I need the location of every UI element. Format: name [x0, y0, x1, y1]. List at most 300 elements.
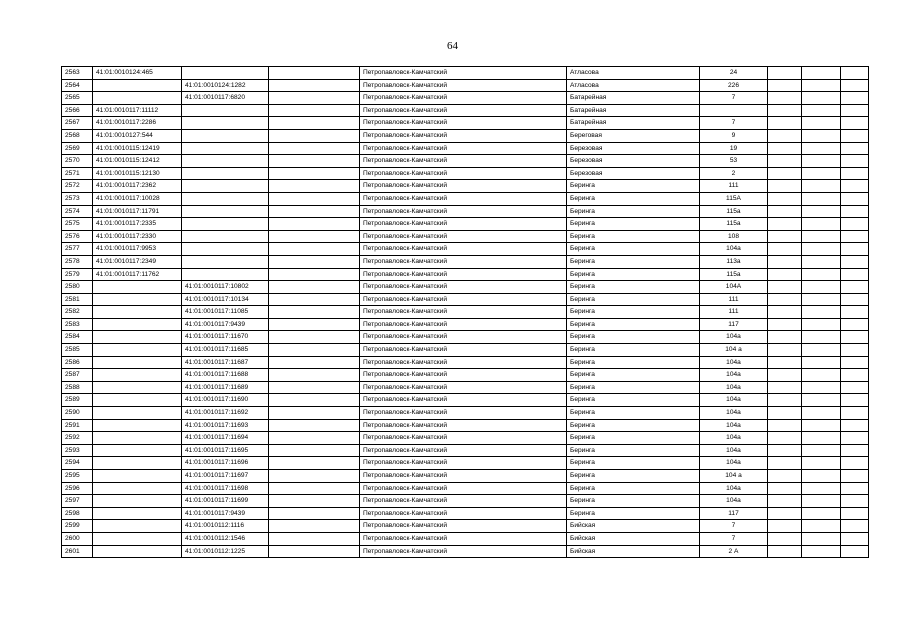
cadastral-number-alt-cell: 41:01:0010117:11689 — [182, 381, 269, 394]
street-cell: Бийская — [567, 520, 700, 533]
empty-cell — [768, 381, 802, 394]
empty-cell — [841, 92, 869, 105]
row-number-cell: 2592 — [62, 432, 93, 445]
address-registry-table — [61, 66, 869, 558]
row-number-cell: 2567 — [62, 117, 93, 130]
row-number-cell: 2563 — [62, 67, 93, 80]
row-number-cell: 2595 — [62, 470, 93, 483]
row-number-cell: 2598 — [62, 507, 93, 520]
empty-cell — [802, 532, 841, 545]
empty-cell — [802, 331, 841, 344]
empty-cell — [802, 356, 841, 369]
street-cell: Беринга — [567, 356, 700, 369]
row-number-cell: 2585 — [62, 344, 93, 357]
cadastral-number-cell — [93, 394, 182, 407]
street-cell: Атласова — [567, 67, 700, 80]
empty-cell — [269, 167, 360, 180]
empty-cell — [802, 67, 841, 80]
cadastral-number-cell — [93, 79, 182, 92]
empty-cell — [841, 255, 869, 268]
empty-cell — [269, 104, 360, 117]
empty-cell — [768, 205, 802, 218]
table-row — [62, 407, 869, 420]
cadastral-number-cell — [93, 293, 182, 306]
empty-cell — [269, 331, 360, 344]
street-cell: Беринга — [567, 407, 700, 420]
empty-cell — [841, 495, 869, 508]
street-cell: Беринга — [567, 482, 700, 495]
row-number-cell: 2600 — [62, 532, 93, 545]
city-cell: Петропавловск-Камчатский — [360, 218, 567, 231]
table-row — [62, 318, 869, 331]
street-cell: Беринга — [567, 230, 700, 243]
street-cell: Беринга — [567, 470, 700, 483]
empty-cell — [768, 230, 802, 243]
cadastral-number-cell — [93, 344, 182, 357]
house-number-cell: 104а — [700, 419, 768, 432]
empty-cell — [841, 344, 869, 357]
empty-cell — [269, 180, 360, 193]
street-cell: Беринга — [567, 394, 700, 407]
row-number-cell: 2573 — [62, 192, 93, 205]
table-row — [62, 444, 869, 457]
cadastral-number-alt-cell — [182, 243, 269, 256]
cadastral-number-cell: 41:01:0010117:11791 — [93, 205, 182, 218]
cadastral-number-alt-cell: 41:01:0010117:11697 — [182, 470, 269, 483]
empty-cell — [269, 532, 360, 545]
empty-cell — [802, 495, 841, 508]
table-row — [62, 532, 869, 545]
table-row — [62, 230, 869, 243]
house-number-cell: 104 а — [700, 344, 768, 357]
house-number-cell: 104 а — [700, 470, 768, 483]
empty-cell — [269, 255, 360, 268]
street-cell: Беринга — [567, 192, 700, 205]
cadastral-number-alt-cell — [182, 218, 269, 231]
street-cell: Атласова — [567, 79, 700, 92]
city-cell: Петропавловск-Камчатский — [360, 444, 567, 457]
cadastral-number-cell: 41:01:0010127:544 — [93, 129, 182, 142]
empty-cell — [768, 104, 802, 117]
row-number-cell: 2599 — [62, 520, 93, 533]
street-cell: Береговая — [567, 129, 700, 142]
empty-cell — [269, 394, 360, 407]
street-cell: Бийская — [567, 532, 700, 545]
empty-cell — [269, 155, 360, 168]
empty-cell — [802, 142, 841, 155]
empty-cell — [768, 155, 802, 168]
city-cell: Петропавловск-Камчатский — [360, 369, 567, 382]
empty-cell — [768, 142, 802, 155]
city-cell: Петропавловск-Камчатский — [360, 432, 567, 445]
empty-cell — [802, 520, 841, 533]
empty-cell — [841, 180, 869, 193]
empty-cell — [802, 243, 841, 256]
cadastral-number-alt-cell: 41:01:0010117:11693 — [182, 419, 269, 432]
row-number-cell: 2566 — [62, 104, 93, 117]
city-cell: Петропавловск-Камчатский — [360, 520, 567, 533]
street-cell: Березовая — [567, 155, 700, 168]
city-cell: Петропавловск-Камчатский — [360, 104, 567, 117]
cadastral-number-cell — [93, 318, 182, 331]
empty-cell — [802, 381, 841, 394]
empty-cell — [802, 255, 841, 268]
empty-cell — [768, 444, 802, 457]
street-cell: Беринга — [567, 369, 700, 382]
cadastral-number-alt-cell: 41:01:0010112:1116 — [182, 520, 269, 533]
cadastral-number-cell: 41:01:0010115:12412 — [93, 155, 182, 168]
row-number-cell: 2578 — [62, 255, 93, 268]
row-number-cell: 2601 — [62, 545, 93, 558]
empty-cell — [802, 306, 841, 319]
empty-cell — [269, 545, 360, 558]
empty-cell — [841, 432, 869, 445]
empty-cell — [841, 369, 869, 382]
city-cell: Петропавловск-Камчатский — [360, 268, 567, 281]
empty-cell — [269, 67, 360, 80]
empty-cell — [841, 419, 869, 432]
cadastral-number-alt-cell: 41:01:0010112:1546 — [182, 532, 269, 545]
cadastral-number-alt-cell: 41:01:0010117:11688 — [182, 369, 269, 382]
empty-cell — [768, 356, 802, 369]
city-cell: Петропавловск-Камчатский — [360, 117, 567, 130]
empty-cell — [269, 243, 360, 256]
table-row — [62, 243, 869, 256]
cadastral-number-cell — [93, 444, 182, 457]
empty-cell — [841, 356, 869, 369]
empty-cell — [269, 381, 360, 394]
street-cell: Беринга — [567, 255, 700, 268]
table-row — [62, 432, 869, 445]
table-row — [62, 155, 869, 168]
empty-cell — [768, 167, 802, 180]
row-number-cell: 2597 — [62, 495, 93, 508]
row-number-cell: 2565 — [62, 92, 93, 105]
empty-cell — [802, 470, 841, 483]
empty-cell — [768, 432, 802, 445]
cadastral-number-alt-cell — [182, 205, 269, 218]
empty-cell — [802, 117, 841, 130]
empty-cell — [269, 482, 360, 495]
table-row — [62, 255, 869, 268]
cadastral-number-cell — [93, 495, 182, 508]
house-number-cell: 117 — [700, 318, 768, 331]
table-row — [62, 117, 869, 130]
empty-cell — [269, 432, 360, 445]
city-cell: Петропавловск-Камчатский — [360, 407, 567, 420]
empty-cell — [841, 532, 869, 545]
row-number-cell: 2575 — [62, 218, 93, 231]
empty-cell — [269, 419, 360, 432]
house-number-cell: 104а — [700, 495, 768, 508]
empty-cell — [802, 545, 841, 558]
row-number-cell: 2574 — [62, 205, 93, 218]
empty-cell — [269, 293, 360, 306]
cadastral-number-alt-cell — [182, 230, 269, 243]
empty-cell — [841, 507, 869, 520]
house-number-cell: 111 — [700, 306, 768, 319]
empty-cell — [768, 545, 802, 558]
empty-cell — [768, 79, 802, 92]
house-number-cell: 24 — [700, 67, 768, 80]
empty-cell — [841, 394, 869, 407]
city-cell: Петропавловск-Камчатский — [360, 394, 567, 407]
row-number-cell: 2586 — [62, 356, 93, 369]
empty-cell — [768, 394, 802, 407]
cadastral-number-alt-cell: 41:01:0010117:11696 — [182, 457, 269, 470]
empty-cell — [841, 243, 869, 256]
cadastral-number-cell — [93, 407, 182, 420]
empty-cell — [802, 419, 841, 432]
row-number-cell: 2580 — [62, 281, 93, 294]
city-cell: Петропавловск-Камчатский — [360, 167, 567, 180]
empty-cell — [841, 192, 869, 205]
cadastral-number-alt-cell: 41:01:0010117:11670 — [182, 331, 269, 344]
table-row — [62, 344, 869, 357]
city-cell: Петропавловск-Камчатский — [360, 281, 567, 294]
row-number-cell: 2579 — [62, 268, 93, 281]
empty-cell — [802, 92, 841, 105]
city-cell: Петропавловск-Камчатский — [360, 495, 567, 508]
house-number-cell: 104а — [700, 381, 768, 394]
cadastral-number-alt-cell — [182, 268, 269, 281]
empty-cell — [269, 218, 360, 231]
street-cell: Беринга — [567, 218, 700, 231]
empty-cell — [768, 495, 802, 508]
street-cell: Батарейная — [567, 117, 700, 130]
empty-cell — [768, 331, 802, 344]
table-row — [62, 180, 869, 193]
row-number-cell: 2569 — [62, 142, 93, 155]
house-number-cell: 104а — [700, 432, 768, 445]
row-number-cell: 2570 — [62, 155, 93, 168]
cadastral-number-alt-cell — [182, 192, 269, 205]
house-number-cell: 226 — [700, 79, 768, 92]
cadastral-number-cell: 41:01:0010117:2330 — [93, 230, 182, 243]
street-cell: Беринга — [567, 444, 700, 457]
cadastral-number-cell — [93, 545, 182, 558]
street-cell: Беринга — [567, 432, 700, 445]
cadastral-number-cell — [93, 331, 182, 344]
empty-cell — [768, 192, 802, 205]
empty-cell — [802, 79, 841, 92]
empty-cell — [768, 344, 802, 357]
cadastral-number-alt-cell: 41:01:0010117:10802 — [182, 281, 269, 294]
street-cell: Беринга — [567, 293, 700, 306]
empty-cell — [768, 532, 802, 545]
city-cell: Петропавловск-Камчатский — [360, 457, 567, 470]
cadastral-number-alt-cell — [182, 255, 269, 268]
street-cell: Беринга — [567, 306, 700, 319]
house-number-cell: 111 — [700, 293, 768, 306]
city-cell: Петропавловск-Камчатский — [360, 205, 567, 218]
street-cell: Беринга — [567, 243, 700, 256]
house-number-cell: 104а — [700, 407, 768, 420]
empty-cell — [841, 444, 869, 457]
city-cell: Петропавловск-Камчатский — [360, 381, 567, 394]
empty-cell — [269, 444, 360, 457]
empty-cell — [768, 255, 802, 268]
house-number-cell: 104а — [700, 394, 768, 407]
table-body — [62, 67, 869, 558]
house-number-cell — [700, 104, 768, 117]
empty-cell — [802, 104, 841, 117]
cadastral-number-alt-cell: 41:01:0010117:11694 — [182, 432, 269, 445]
house-number-cell: 115А — [700, 192, 768, 205]
cadastral-number-cell: 41:01:0010117:2362 — [93, 180, 182, 193]
street-cell: Беринга — [567, 419, 700, 432]
row-number-cell: 2591 — [62, 419, 93, 432]
row-number-cell: 2596 — [62, 482, 93, 495]
row-number-cell: 2590 — [62, 407, 93, 420]
table-row — [62, 482, 869, 495]
empty-cell — [802, 407, 841, 420]
cadastral-number-alt-cell: 41:01:0010117:11687 — [182, 356, 269, 369]
house-number-cell: 108 — [700, 230, 768, 243]
empty-cell — [269, 344, 360, 357]
house-number-cell: 104а — [700, 444, 768, 457]
cadastral-number-cell — [93, 381, 182, 394]
street-cell: Беринга — [567, 205, 700, 218]
empty-cell — [841, 306, 869, 319]
street-cell: Беринга — [567, 318, 700, 331]
empty-cell — [841, 281, 869, 294]
table-row — [62, 129, 869, 142]
cadastral-number-alt-cell: 41:01:0010117:9439 — [182, 318, 269, 331]
cadastral-number-alt-cell — [182, 155, 269, 168]
house-number-cell: 113а — [700, 255, 768, 268]
empty-cell — [768, 457, 802, 470]
empty-cell — [269, 129, 360, 142]
table-row — [62, 281, 869, 294]
row-number-cell: 2594 — [62, 457, 93, 470]
cadastral-number-alt-cell: 41:01:0010117:11085 — [182, 306, 269, 319]
empty-cell — [768, 470, 802, 483]
table-row — [62, 293, 869, 306]
house-number-cell: 104а — [700, 356, 768, 369]
empty-cell — [269, 268, 360, 281]
cadastral-number-cell: 41:01:0010117:10028 — [93, 192, 182, 205]
empty-cell — [768, 407, 802, 420]
house-number-cell: 7 — [700, 520, 768, 533]
table-row — [62, 306, 869, 319]
empty-cell — [802, 129, 841, 142]
street-cell: Беринга — [567, 281, 700, 294]
table-row — [62, 369, 869, 382]
empty-cell — [768, 180, 802, 193]
cadastral-number-cell — [93, 470, 182, 483]
row-number-cell: 2589 — [62, 394, 93, 407]
cadastral-number-alt-cell — [182, 180, 269, 193]
cadastral-number-cell — [93, 369, 182, 382]
empty-cell — [802, 344, 841, 357]
table-row — [62, 507, 869, 520]
empty-cell — [802, 218, 841, 231]
city-cell: Петропавловск-Камчатский — [360, 532, 567, 545]
row-number-cell: 2564 — [62, 79, 93, 92]
empty-cell — [802, 293, 841, 306]
row-number-cell: 2593 — [62, 444, 93, 457]
row-number-cell: 2572 — [62, 180, 93, 193]
house-number-cell: 7 — [700, 532, 768, 545]
city-cell: Петропавловск-Камчатский — [360, 79, 567, 92]
empty-cell — [269, 117, 360, 130]
street-cell: Березовая — [567, 142, 700, 155]
street-cell: Беринга — [567, 180, 700, 193]
cadastral-number-cell: 41:01:0010117:2335 — [93, 218, 182, 231]
cadastral-number-cell — [93, 457, 182, 470]
empty-cell — [841, 155, 869, 168]
house-number-cell: 104а — [700, 457, 768, 470]
empty-cell — [269, 230, 360, 243]
empty-cell — [269, 356, 360, 369]
cadastral-number-cell — [93, 306, 182, 319]
city-cell: Петропавловск-Камчатский — [360, 306, 567, 319]
cadastral-number-alt-cell: 41:01:0010117:11695 — [182, 444, 269, 457]
city-cell: Петропавловск-Камчатский — [360, 129, 567, 142]
cadastral-number-cell — [93, 419, 182, 432]
cadastral-number-alt-cell: 41:01:0010124:1282 — [182, 79, 269, 92]
house-number-cell: 104а — [700, 369, 768, 382]
table-row — [62, 520, 869, 533]
city-cell: Петропавловск-Камчатский — [360, 180, 567, 193]
house-number-cell: 115а — [700, 205, 768, 218]
row-number-cell: 2568 — [62, 129, 93, 142]
street-cell: Беринга — [567, 331, 700, 344]
empty-cell — [802, 281, 841, 294]
city-cell: Петропавловск-Камчатский — [360, 142, 567, 155]
house-number-cell: 104а — [700, 243, 768, 256]
row-number-cell: 2581 — [62, 293, 93, 306]
cadastral-number-alt-cell — [182, 67, 269, 80]
street-cell: Беринга — [567, 495, 700, 508]
cadastral-number-cell — [93, 520, 182, 533]
table-row — [62, 104, 869, 117]
empty-cell — [269, 318, 360, 331]
table-row — [62, 419, 869, 432]
city-cell: Петропавловск-Камчатский — [360, 67, 567, 80]
house-number-cell: 115а — [700, 268, 768, 281]
empty-cell — [841, 520, 869, 533]
empty-cell — [841, 545, 869, 558]
house-number-cell: 7 — [700, 117, 768, 130]
cadastral-number-cell: 41:01:0010117:2286 — [93, 117, 182, 130]
row-number-cell: 2571 — [62, 167, 93, 180]
city-cell: Петропавловск-Камчатский — [360, 255, 567, 268]
table-row — [62, 92, 869, 105]
cadastral-number-alt-cell: 41:01:0010117:9439 — [182, 507, 269, 520]
house-number-cell: 19 — [700, 142, 768, 155]
empty-cell — [841, 331, 869, 344]
empty-cell — [269, 79, 360, 92]
table-row — [62, 218, 869, 231]
empty-cell — [768, 419, 802, 432]
table-row — [62, 331, 869, 344]
city-cell: Петропавловск-Камчатский — [360, 545, 567, 558]
empty-cell — [802, 230, 841, 243]
cadastral-number-alt-cell: 41:01:0010117:11685 — [182, 344, 269, 357]
city-cell: Петропавловск-Камчатский — [360, 482, 567, 495]
empty-cell — [802, 369, 841, 382]
empty-cell — [768, 520, 802, 533]
city-cell: Петропавловск-Камчатский — [360, 192, 567, 205]
cadastral-number-alt-cell: 41:01:0010117:11690 — [182, 394, 269, 407]
empty-cell — [768, 129, 802, 142]
row-number-cell: 2584 — [62, 331, 93, 344]
table-row — [62, 167, 869, 180]
empty-cell — [768, 117, 802, 130]
empty-cell — [841, 205, 869, 218]
